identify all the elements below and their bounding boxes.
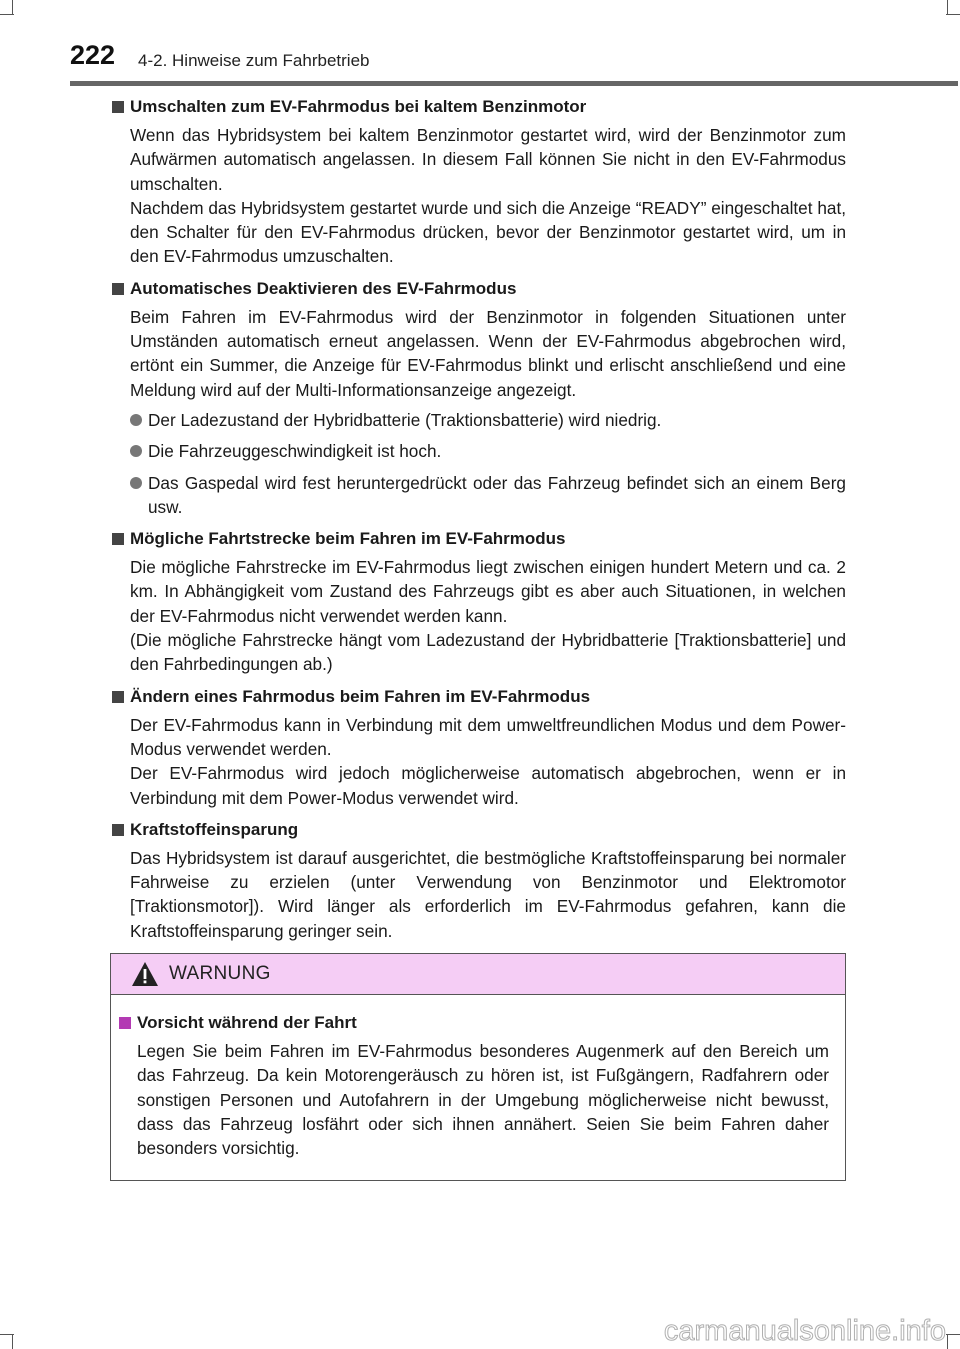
square-bullet-icon — [112, 824, 124, 836]
section-title: Umschalten zum EV-Fahrmodus bei kaltem Benzinmotor — [130, 97, 587, 116]
paragraph: Der EV-Fahrmodus kann in Verbindung mit dem umweltfreundlichen Modus und dem Power-Modus verwendet werden. — [130, 714, 846, 759]
list-item — [130, 408, 846, 432]
square-bullet-icon — [119, 1017, 131, 1029]
section-range — [110, 527, 846, 676]
circle-bullet-icon — [130, 477, 142, 489]
list-item-text: Das Gaspedal wird fest heruntergedrückt oder das Fahrzeug befindet sich an einem Berg usw. — [148, 472, 846, 517]
list-item-text: Der Ladezustand der Hybridbatterie (Traktionsbatterie) wird niedrig. — [148, 409, 662, 430]
list-item — [130, 439, 846, 463]
list-item-text: Die Fahrzeuggeschwindigkeit ist hoch. — [148, 441, 442, 462]
section-title: Ändern eines Fahrmodus beim Fahren im EV-Fahrmodus — [130, 686, 591, 706]
warning-header — [111, 954, 845, 995]
section-ev-cold-engine — [110, 95, 846, 269]
warning-box — [110, 953, 846, 1181]
warning-heading-text: Vorsicht während der Fahrt — [137, 1013, 357, 1032]
warning-text: Legen Sie beim Fahren im EV-Fahrmodus besonderes Augenmerk auf den Bereich um das Fahrzeug. Da kein Motorengeräusch zu hören ist, ist Fußgängern, Radfahrern oder sonstigen Personen und Autofahrern in der Umgebung möglicherweise nicht bewusst, dass das Fahrzeug losfährt oder sich ihnen annähert. Seien Sie beim Fahren daher besonders vorsichtig. — [137, 1041, 829, 1159]
crop-mark — [12, 1335, 13, 1349]
warning-triangle-icon — [131, 961, 159, 987]
warning-heading — [117, 1011, 829, 1035]
warning-title: WARNUNG — [169, 963, 271, 984]
section-auto-deactivate — [110, 277, 846, 519]
crop-mark — [0, 1334, 14, 1335]
section-heading — [110, 685, 846, 709]
paragraph: Die mögliche Fahrstrecke im EV-Fahrmodus liegt zwischen einigen hundert Metern und ca. 2 km. In Abhängigkeit vom Zustand des Fahrzeugs gibt es aber auch Situationen, in welchen der EV-Fahrmodus nicht verwendet werden kann. — [130, 557, 846, 626]
square-bullet-icon — [112, 101, 124, 113]
section-title: Mögliche Fahrtstrecke beim Fahren im EV-Fahrmodus — [130, 529, 566, 549]
paragraph: Der EV-Fahrmodus wird jedoch möglicherweise automatisch abgebrochen, wenn er in Verbindung mit dem Power-Modus verwendet wird. — [130, 763, 846, 808]
square-bullet-icon — [112, 533, 124, 545]
chapter-title: 4-2. Hinweise zum Fahrbetrieb — [138, 51, 370, 70]
svg-text:carmanualsonline.info: carmanualsonline.info — [663, 1315, 946, 1346]
section-title: Kraftstoffeinsparung — [130, 819, 299, 839]
warning-body — [111, 995, 845, 1160]
main-content — [110, 95, 846, 951]
page-header — [0, 0, 960, 90]
section-mode-change — [110, 685, 846, 810]
section-heading — [110, 527, 846, 551]
section-heading — [110, 818, 846, 842]
section-title: Automatisches Deaktivieren des EV-Fahrmodus — [130, 278, 517, 298]
circle-bullet-icon — [130, 445, 142, 457]
bullet-list — [130, 408, 846, 519]
circle-bullet-icon — [130, 414, 142, 426]
square-bullet-icon — [112, 691, 124, 703]
watermark — [600, 1312, 950, 1346]
list-item — [130, 471, 846, 520]
paragraph: Wenn das Hybridsystem bei kaltem Benzinmotor gestartet wird, wird der Benzinmotor zum Aufwärmen automatisch angelassen. In diesem Fall können Sie nicht in den EV-Fahrmodus umschalten. — [130, 125, 846, 194]
page-number: 222 — [70, 40, 116, 70]
paragraph: (Die mögliche Fahrstrecke hängt vom Ladezustand der Hybridbatterie [Traktionsbatterie] und den Fahrbedingungen ab.) — [130, 630, 846, 675]
section-heading — [110, 277, 846, 301]
square-bullet-icon — [112, 283, 124, 295]
paragraph: Nachdem das Hybridsystem gestartet wurde und sich die Anzeige “READY” eingeschaltet hat, den Schalter für den EV-Fahrmodus drücken, bevor der Benzinmotor gestartet wird, um in den EV-Fahrmodus umzuschalten. — [130, 197, 846, 267]
paragraph: Beim Fahren im EV-Fahrmodus wird der Benzinmotor in folgenden Situationen unter Umständen automatisch erneut angelassen. Wenn der EV-Fahrmodus abgebrochen wird, ertönt ein Summer, die Anzeige für EV-Fahrmodus blinkt und erlischt anschließend und eine Meldung wird auf der Multi-Informationsanzeige angezeigt. — [130, 306, 846, 400]
header-rule — [70, 81, 958, 86]
section-heading — [110, 95, 846, 119]
section-fuel-economy — [110, 818, 846, 943]
paragraph: Das Hybridsystem ist darauf ausgerichtet, die bestmögliche Kraftstoffeinsparung bei normaler Fahrweise zu erzielen (unter Verwendung von Benzinmotor und Elektromotor [Traktionsmotor]). Wird länger als erforderlich im EV-Fahrmodus gefahren, kann die Kraftstoffeinsparung geringer sein. — [130, 847, 846, 941]
